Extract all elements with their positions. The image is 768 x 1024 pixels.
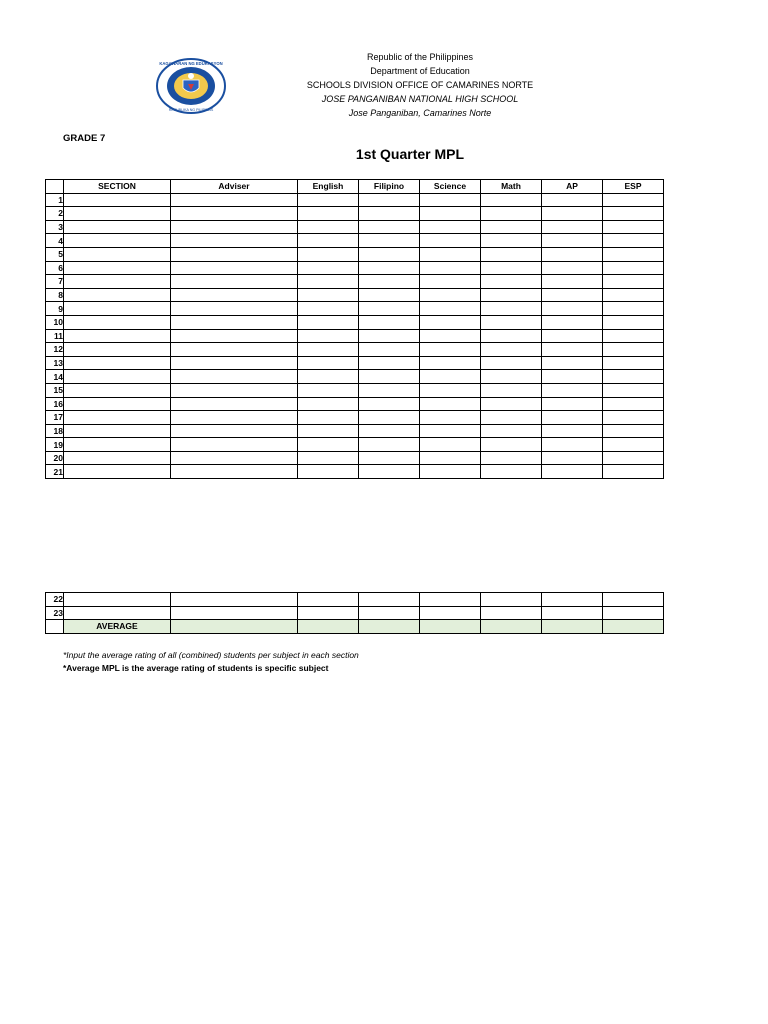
cell-ap[interactable] xyxy=(542,411,603,425)
row-number: 15 xyxy=(46,383,64,397)
row-number: 18 xyxy=(46,424,64,438)
header-school: JOSE PANGANIBAN NATIONAL HIGH SCHOOL xyxy=(321,94,519,104)
cell-english[interactable] xyxy=(298,606,359,620)
cell-section[interactable] xyxy=(64,424,171,438)
cell-esp[interactable] xyxy=(603,302,664,316)
mpl-table-continued xyxy=(45,592,664,634)
cell-filipino[interactable] xyxy=(359,370,420,384)
row-number: 11 xyxy=(46,329,64,343)
cell-section[interactable] xyxy=(64,302,171,316)
cell-science[interactable] xyxy=(420,315,481,329)
cell-math[interactable] xyxy=(481,302,542,316)
cell-english[interactable] xyxy=(298,411,359,425)
cell-adviser[interactable] xyxy=(171,370,298,384)
cell-math[interactable] xyxy=(481,329,542,343)
cell-esp[interactable] xyxy=(603,606,664,620)
cell-ap[interactable] xyxy=(542,247,603,261)
cell-adviser[interactable] xyxy=(171,302,298,316)
cell-ap[interactable] xyxy=(542,397,603,411)
header-department: Department of Education xyxy=(370,66,470,76)
table-row xyxy=(46,207,664,221)
row-number: 17 xyxy=(46,411,64,425)
cell-adviser[interactable] xyxy=(171,343,298,357)
average-row xyxy=(46,620,664,634)
cell-ap[interactable] xyxy=(542,451,603,465)
header-cell-adviser: Adviser xyxy=(171,180,298,194)
table-row xyxy=(46,220,664,234)
table-row xyxy=(46,302,664,316)
row-number: 16 xyxy=(46,397,64,411)
cell-ap[interactable] xyxy=(542,356,603,370)
average-cell-filipino[interactable] xyxy=(359,620,420,634)
cell-esp[interactable] xyxy=(603,397,664,411)
cell-math[interactable] xyxy=(481,220,542,234)
table-row xyxy=(46,193,664,207)
cell-section[interactable] xyxy=(64,234,171,248)
cell-ap[interactable] xyxy=(542,207,603,221)
cell-science[interactable] xyxy=(420,397,481,411)
table-row xyxy=(46,411,664,425)
cell-ap[interactable] xyxy=(542,438,603,452)
cell-adviser[interactable] xyxy=(171,397,298,411)
cell-esp[interactable] xyxy=(603,438,664,452)
row-number: 2 xyxy=(46,207,64,221)
table-row xyxy=(46,247,664,261)
table-row xyxy=(46,370,664,384)
cell-math[interactable] xyxy=(481,247,542,261)
cell-section[interactable] xyxy=(64,193,171,207)
cell-math[interactable] xyxy=(481,451,542,465)
cell-ap[interactable] xyxy=(542,261,603,275)
cell-adviser[interactable] xyxy=(171,234,298,248)
header-cell-math: Math xyxy=(481,180,542,194)
footnotes xyxy=(63,649,359,675)
cell-science[interactable] xyxy=(420,261,481,275)
cell-science[interactable] xyxy=(420,593,481,607)
cell-section[interactable] xyxy=(64,438,171,452)
cell-science[interactable] xyxy=(420,343,481,357)
cell-section[interactable] xyxy=(64,247,171,261)
cell-filipino[interactable] xyxy=(359,606,420,620)
cell-esp[interactable] xyxy=(603,247,664,261)
page-title: 1st Quarter MPL xyxy=(355,146,465,162)
cell-science[interactable] xyxy=(420,451,481,465)
cell-math[interactable] xyxy=(481,193,542,207)
footnote-1: *Input the average rating of all (combined) students per subject in each section xyxy=(63,650,359,660)
cell-esp[interactable] xyxy=(603,207,664,221)
row-number: 5 xyxy=(46,247,64,261)
row-number: 12 xyxy=(46,343,64,357)
cell-math[interactable] xyxy=(481,383,542,397)
cell-esp[interactable] xyxy=(603,411,664,425)
average-label: AVERAGE xyxy=(64,620,171,634)
cell-adviser[interactable] xyxy=(171,451,298,465)
cell-adviser[interactable] xyxy=(171,438,298,452)
table-row xyxy=(46,343,664,357)
cell-esp[interactable] xyxy=(603,370,664,384)
cell-math[interactable] xyxy=(481,207,542,221)
cell-filipino[interactable] xyxy=(359,234,420,248)
cell-science[interactable] xyxy=(420,424,481,438)
cell-math[interactable] xyxy=(481,275,542,289)
cell-ap[interactable] xyxy=(542,234,603,248)
cell-math[interactable] xyxy=(481,593,542,607)
cell-ap[interactable] xyxy=(542,302,603,316)
cell-ap[interactable] xyxy=(542,424,603,438)
cell-adviser[interactable] xyxy=(171,356,298,370)
cell-esp[interactable] xyxy=(603,356,664,370)
cell-math[interactable] xyxy=(481,438,542,452)
table-row xyxy=(46,383,664,397)
cell-science[interactable] xyxy=(420,356,481,370)
cell-adviser[interactable] xyxy=(171,424,298,438)
cell-english[interactable] xyxy=(298,261,359,275)
cell-filipino[interactable] xyxy=(359,424,420,438)
table-row xyxy=(46,424,664,438)
header-cell-ap: AP xyxy=(542,180,603,194)
row-number: 14 xyxy=(46,370,64,384)
cell-filipino[interactable] xyxy=(359,315,420,329)
cell-adviser[interactable] xyxy=(171,329,298,343)
cell-math[interactable] xyxy=(481,343,542,357)
cell-esp[interactable] xyxy=(603,275,664,289)
cell-science[interactable] xyxy=(420,288,481,302)
cell-english[interactable] xyxy=(298,383,359,397)
cell-english[interactable] xyxy=(298,356,359,370)
cell-math[interactable] xyxy=(481,356,542,370)
grade-label: GRADE 7 xyxy=(63,133,106,144)
cell-english[interactable] xyxy=(298,451,359,465)
cell-filipino[interactable] xyxy=(359,465,420,479)
cell-esp[interactable] xyxy=(603,288,664,302)
cell-english[interactable] xyxy=(298,424,359,438)
cell-english[interactable] xyxy=(298,329,359,343)
row-number: 22 xyxy=(46,593,64,607)
cell-section[interactable] xyxy=(64,220,171,234)
cell-math[interactable] xyxy=(481,606,542,620)
header-cell-english: English xyxy=(298,180,359,194)
average-cell-esp[interactable] xyxy=(603,620,664,634)
cell-science[interactable] xyxy=(420,234,481,248)
cell-science[interactable] xyxy=(420,247,481,261)
table-row xyxy=(46,261,664,275)
cell-section[interactable] xyxy=(64,288,171,302)
cell-math[interactable] xyxy=(481,315,542,329)
cell-english[interactable] xyxy=(298,465,359,479)
document-header xyxy=(300,50,540,120)
cell-filipino[interactable] xyxy=(359,451,420,465)
cell-filipino[interactable] xyxy=(359,397,420,411)
cell-science[interactable] xyxy=(420,465,481,479)
cell-filipino[interactable] xyxy=(359,193,420,207)
row-number: 21 xyxy=(46,465,64,479)
cell-english[interactable] xyxy=(298,370,359,384)
row-number: 9 xyxy=(46,302,64,316)
row-number: 7 xyxy=(46,275,64,289)
cell-esp[interactable] xyxy=(603,329,664,343)
cell-esp[interactable] xyxy=(603,220,664,234)
cell-adviser[interactable] xyxy=(171,220,298,234)
cell-section[interactable] xyxy=(64,593,171,607)
cell-section[interactable] xyxy=(64,451,171,465)
cell-adviser[interactable] xyxy=(171,207,298,221)
average-cell-adviser[interactable] xyxy=(171,620,298,634)
cell-science[interactable] xyxy=(420,207,481,221)
table-row xyxy=(46,438,664,452)
table-row xyxy=(46,465,664,479)
cell-english[interactable] xyxy=(298,397,359,411)
cell-section[interactable] xyxy=(64,315,171,329)
row-number: 8 xyxy=(46,288,64,302)
cell-adviser[interactable] xyxy=(171,606,298,620)
cell-filipino[interactable] xyxy=(359,220,420,234)
cell-esp[interactable] xyxy=(603,424,664,438)
row-number: 10 xyxy=(46,315,64,329)
cell-adviser[interactable] xyxy=(171,315,298,329)
cell-section[interactable] xyxy=(64,329,171,343)
cell-esp[interactable] xyxy=(603,383,664,397)
cell-esp[interactable] xyxy=(603,193,664,207)
table-row xyxy=(46,315,664,329)
cell-section[interactable] xyxy=(64,343,171,357)
cell-english[interactable] xyxy=(298,207,359,221)
cell-english[interactable] xyxy=(298,438,359,452)
cell-section[interactable] xyxy=(64,411,171,425)
seal-top-text: KAGAWARAN NG EDUKASYON xyxy=(159,61,223,66)
cell-english[interactable] xyxy=(298,193,359,207)
cell-esp[interactable] xyxy=(603,234,664,248)
cell-science[interactable] xyxy=(420,606,481,620)
table-row xyxy=(46,356,664,370)
cell-adviser[interactable] xyxy=(171,383,298,397)
cell-math[interactable] xyxy=(481,411,542,425)
average-cell-math[interactable] xyxy=(481,620,542,634)
mpl-table xyxy=(45,179,664,479)
cell-esp[interactable] xyxy=(603,593,664,607)
cell-ap[interactable] xyxy=(542,193,603,207)
header-country: Republic of the Philippines xyxy=(366,52,474,62)
cell-english[interactable] xyxy=(298,343,359,357)
cell-english[interactable] xyxy=(298,220,359,234)
cell-section[interactable] xyxy=(64,261,171,275)
footnote-2: *Average MPL is the average rating of students is specific subject xyxy=(63,663,329,673)
cell-adviser[interactable] xyxy=(171,593,298,607)
cell-filipino[interactable] xyxy=(359,593,420,607)
cell-section[interactable] xyxy=(64,370,171,384)
cell-esp[interactable] xyxy=(603,465,664,479)
cell-section[interactable] xyxy=(64,606,171,620)
average-cell-ap[interactable] xyxy=(542,620,603,634)
cell-science[interactable] xyxy=(420,220,481,234)
cell-section[interactable] xyxy=(64,275,171,289)
cell-ap[interactable] xyxy=(542,275,603,289)
cell-adviser[interactable] xyxy=(171,261,298,275)
cell-adviser[interactable] xyxy=(171,288,298,302)
table-row xyxy=(46,234,664,248)
cell-math[interactable] xyxy=(481,370,542,384)
average-cell-science[interactable] xyxy=(420,620,481,634)
cell-science[interactable] xyxy=(420,411,481,425)
cell-filipino[interactable] xyxy=(359,383,420,397)
average-cell-english[interactable] xyxy=(298,620,359,634)
header-cell-number xyxy=(46,180,64,194)
cell-science[interactable] xyxy=(420,383,481,397)
cell-filipino[interactable] xyxy=(359,275,420,289)
cell-english[interactable] xyxy=(298,234,359,248)
cell-adviser[interactable] xyxy=(171,193,298,207)
cell-adviser[interactable] xyxy=(171,275,298,289)
row-number: 23 xyxy=(46,606,64,620)
cell-section[interactable] xyxy=(64,356,171,370)
cell-ap[interactable] xyxy=(542,343,603,357)
row-number: 19 xyxy=(46,438,64,452)
cell-adviser[interactable] xyxy=(171,465,298,479)
header-cell-science: Science xyxy=(420,180,481,194)
table-row xyxy=(46,606,664,620)
cell-filipino[interactable] xyxy=(359,343,420,357)
cell-section[interactable] xyxy=(64,383,171,397)
average-row-spacer xyxy=(46,620,64,634)
cell-science[interactable] xyxy=(420,275,481,289)
cell-science[interactable] xyxy=(420,329,481,343)
cell-math[interactable] xyxy=(481,261,542,275)
cell-filipino[interactable] xyxy=(359,411,420,425)
cell-english[interactable] xyxy=(298,275,359,289)
cell-english[interactable] xyxy=(298,302,359,316)
cell-ap[interactable] xyxy=(542,606,603,620)
header-division: SCHOOLS DIVISION OFFICE OF CAMARINES NORTE xyxy=(306,80,534,90)
cell-filipino[interactable] xyxy=(359,247,420,261)
row-number: 1 xyxy=(46,193,64,207)
cell-science[interactable] xyxy=(420,302,481,316)
cell-adviser[interactable] xyxy=(171,411,298,425)
cell-esp[interactable] xyxy=(603,261,664,275)
table-row xyxy=(46,329,664,343)
table-header-row xyxy=(46,180,664,194)
header-cell-section: SECTION xyxy=(64,180,171,194)
cell-math[interactable] xyxy=(481,424,542,438)
cell-section[interactable] xyxy=(64,397,171,411)
cell-filipino[interactable] xyxy=(359,302,420,316)
row-number: 3 xyxy=(46,220,64,234)
cell-ap[interactable] xyxy=(542,370,603,384)
cell-filipino[interactable] xyxy=(359,261,420,275)
header-cell-filipino: Filipino xyxy=(359,180,420,194)
cell-filipino[interactable] xyxy=(359,329,420,343)
cell-section[interactable] xyxy=(64,465,171,479)
cell-science[interactable] xyxy=(420,193,481,207)
cell-english[interactable] xyxy=(298,315,359,329)
cell-section[interactable] xyxy=(64,207,171,221)
cell-ap[interactable] xyxy=(542,329,603,343)
cell-ap[interactable] xyxy=(542,315,603,329)
table-row xyxy=(46,593,664,607)
cell-esp[interactable] xyxy=(603,315,664,329)
cell-math[interactable] xyxy=(481,234,542,248)
cell-math[interactable] xyxy=(481,397,542,411)
row-number: 4 xyxy=(46,234,64,248)
cell-english[interactable] xyxy=(298,288,359,302)
cell-english[interactable] xyxy=(298,247,359,261)
cell-science[interactable] xyxy=(420,438,481,452)
cell-english[interactable] xyxy=(298,593,359,607)
table-row xyxy=(46,275,664,289)
cell-filipino[interactable] xyxy=(359,207,420,221)
cell-esp[interactable] xyxy=(603,343,664,357)
cell-filipino[interactable] xyxy=(359,356,420,370)
cell-ap[interactable] xyxy=(542,288,603,302)
row-number: 20 xyxy=(46,451,64,465)
row-number: 13 xyxy=(46,356,64,370)
cell-math[interactable] xyxy=(481,288,542,302)
table-row xyxy=(46,288,664,302)
cell-science[interactable] xyxy=(420,370,481,384)
cell-filipino[interactable] xyxy=(359,288,420,302)
header-cell-esp: ESP xyxy=(603,180,664,194)
cell-esp[interactable] xyxy=(603,451,664,465)
seal-bottom-text: REPUBLIKA NG PILIPINAS xyxy=(168,108,214,112)
header-address: Jose Panganiban, Camarines Norte xyxy=(348,108,492,118)
row-number: 6 xyxy=(46,261,64,275)
cell-ap[interactable] xyxy=(542,220,603,234)
cell-ap[interactable] xyxy=(542,465,603,479)
cell-math[interactable] xyxy=(481,465,542,479)
cell-adviser[interactable] xyxy=(171,247,298,261)
cell-ap[interactable] xyxy=(542,383,603,397)
cell-ap[interactable] xyxy=(542,593,603,607)
deped-seal-logo xyxy=(155,58,227,114)
table-row xyxy=(46,451,664,465)
table-row xyxy=(46,397,664,411)
cell-filipino[interactable] xyxy=(359,438,420,452)
